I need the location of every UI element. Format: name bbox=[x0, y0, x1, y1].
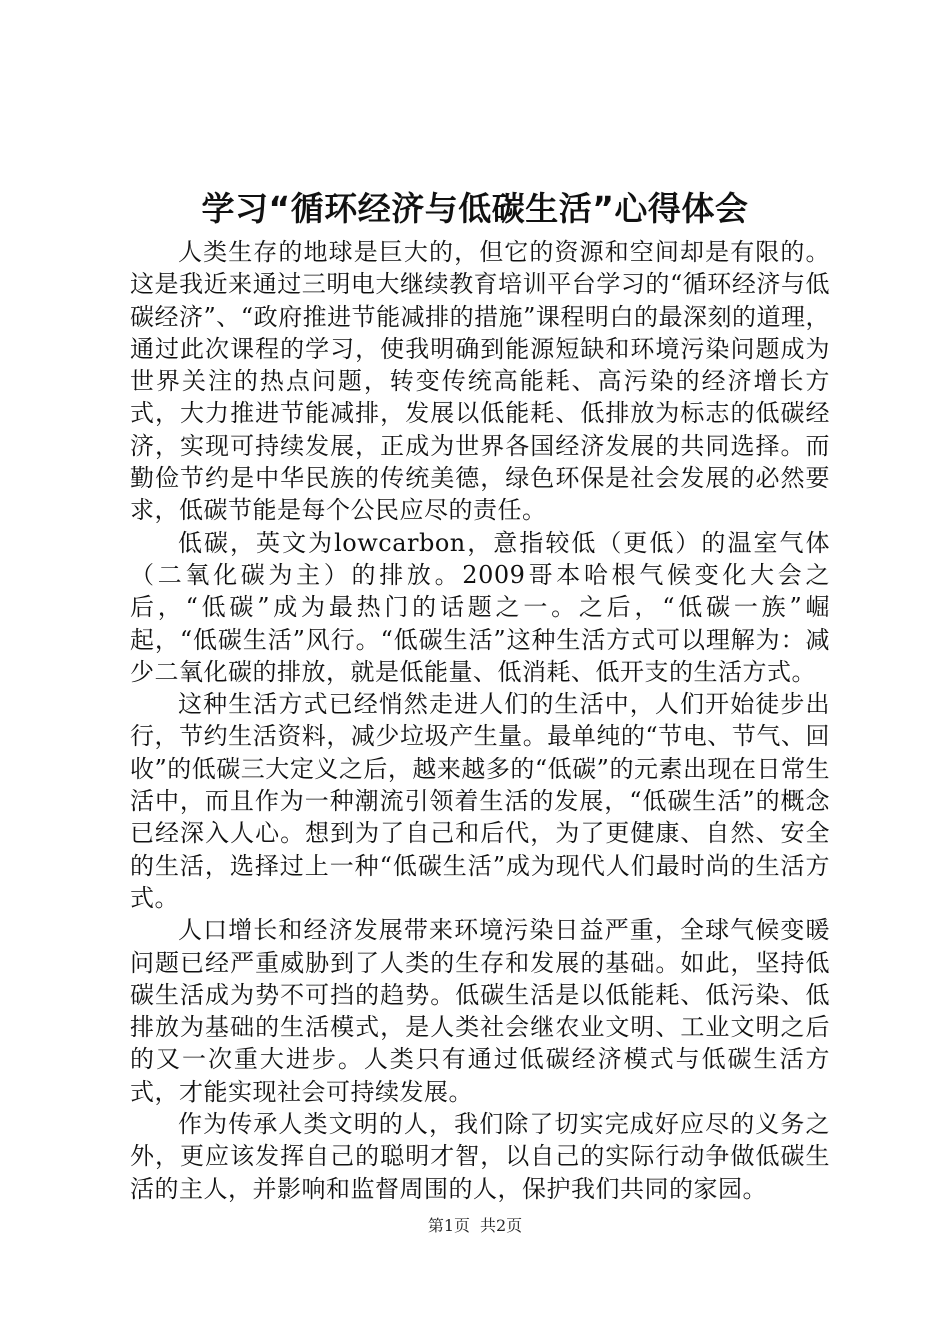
page-number-total: 共2页 bbox=[480, 1216, 523, 1235]
paragraph-4: 人口增长和经济发展带来环境污染日益严重，全球气候变暖问题已经严重威胁到了人类的生存和发展的基础。如此，坚持低碳生活成为势不可挡的趋势。低碳生活是以低能耗、低污染、低排放为基础的生活模式，是人类社会继农业文明、工业文明之后的又一次重大进步。人类只有通过低碳经济模式与低碳生活方式，才能实现社会可持续发展。 bbox=[130, 916, 830, 1106]
paragraph-2: 低碳，英文为lowcarbon，意指较低（更低）的温室气体（二氧化碳为主）的排放。2009哥本哈根气候变化大会之后，“低碳”成为最热门的话题之一。之后，“低碳一族”崛起，“低碳生活”风行。“低碳生活”这种生活方式可以理解为：减少二氧化碳的排放，就是低能量、低消耗、低开支的生活方式。 bbox=[130, 528, 830, 686]
paragraph-3: 这种生活方式已经悄然走进人们的生活中，人们开始徒步出行，节约生活资料，减少垃圾产生量。最单纯的“节电、节气、回收”的低碳三大定义之后，越来越多的“低碳”的元素出现在日常生活中，而且作为一种潮流引领着生活的发展，“低碳生活”的概念已经深入人心。想到为了自己和后代，为了更健康、自然、安全的生活，选择过上一种“低碳生活”成为现代人们最时尚的生活方式。 bbox=[130, 690, 830, 912]
document-title: 学习“循环经济与低碳生活”心得体会 bbox=[201, 189, 749, 228]
page-number-current: 第1页 bbox=[427, 1216, 470, 1235]
paragraph-1: 人类生存的地球是巨大的，但它的资源和空间却是有限的。这是我近来通过三明电大继续教育培训平台学习的“循环经济与低碳经济”、“政府推进节能减排的措施”课程明白的最深刻的道理，通过此次课程的学习，使我明确到能源短缺和环境污染问题成为世界关注的热点问题，转变传统高能耗、高污染的经济增长方式，大力推进节能减排，发展以低能耗、低排放为标志的低碳经济，实现可持续发展，正成为世界各国经济发展的共同选择。而勤俭节约是中华民族的传统美德，绿色环保是社会发展的必然要求，低碳节能是每个公民应尽的责任。 bbox=[130, 238, 830, 525]
page-footer bbox=[0, 1215, 950, 1237]
document-body bbox=[130, 236, 830, 1205]
paragraph-5: 作为传承人类文明的人，我们除了切实完成好应尽的义务之外，更应该发挥自己的聪明才智，以自己的实际行动争做低碳生活的主人，并影响和监督周围的人，保护我们共同的家园。 bbox=[130, 1110, 830, 1203]
